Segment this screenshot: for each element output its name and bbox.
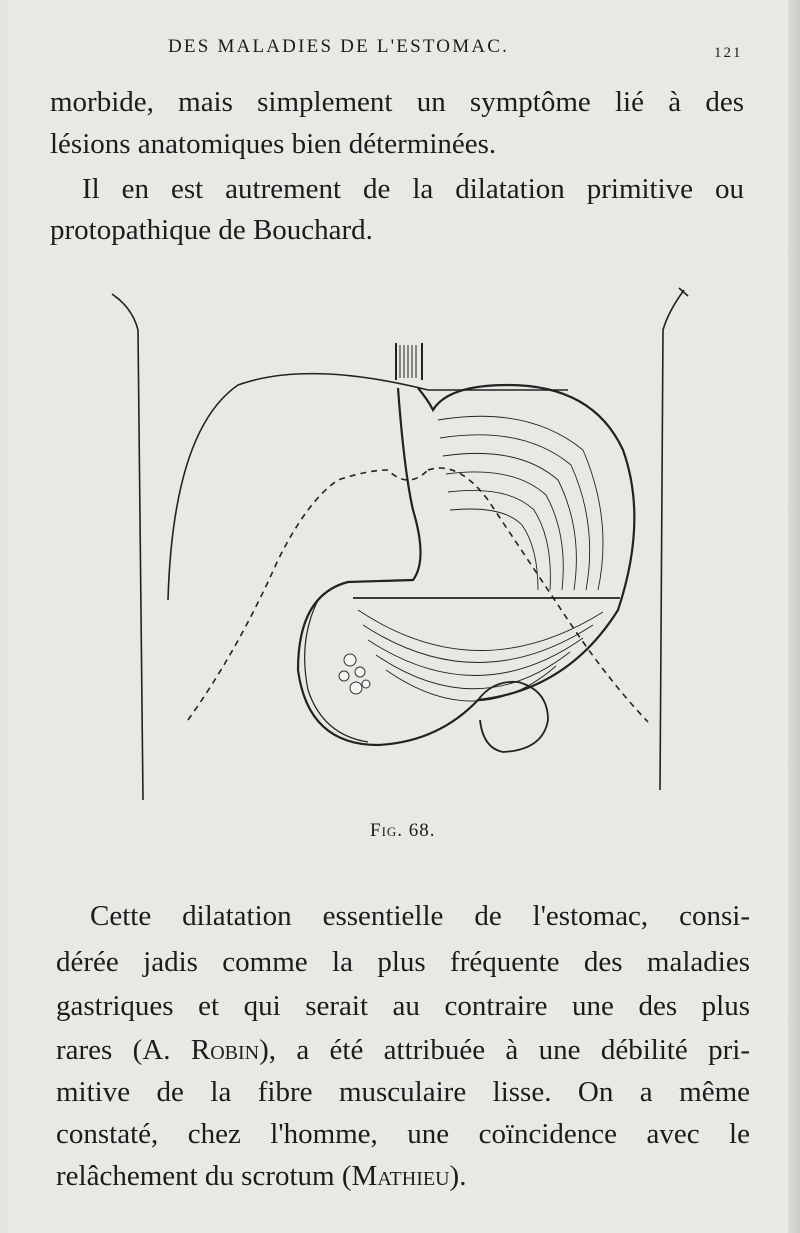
left-flank-outline: [116, 297, 143, 800]
paragraph-3-line-5: mitive de la fibre musculaire lisse. On a même: [56, 1076, 750, 1108]
fluid-contour-lines: [358, 610, 603, 701]
paragraph-3-line-4: rares (A. Robin), a été attribuée à une débilité pri-: [56, 1034, 750, 1066]
paragraph-2-line-1: Il en est autrement de la dilatation primitive ou: [82, 173, 744, 205]
figure-caption: Fig. 68.: [370, 820, 436, 841]
paragraph-1-line-1: morbide, mais simplement un symptôme lié à des: [50, 86, 744, 118]
paragraph-3-line-1: Cette dilatation essentielle de l'estomac, consi-: [90, 900, 750, 932]
stomach-outline: [298, 385, 634, 745]
paragraph-1-line-2: lésions anatomiques bien déterminées.: [50, 128, 497, 160]
pyloric-lesion: [339, 654, 370, 694]
intestine-dashed-left: [188, 470, 428, 720]
book-page: [8, 0, 794, 1233]
author-robin: Robin: [190, 1034, 260, 1066]
paragraph-3-line-2: dérée jadis comme la plus fréquente des maladies: [56, 946, 750, 978]
stomach-illustration: [8, 0, 794, 820]
left-flank-tick: [112, 294, 120, 300]
page-number: 121: [714, 45, 743, 61]
running-head: DES MALADIES DE L'ESTOMAC.: [168, 36, 510, 57]
esophagus-hatch: [400, 345, 416, 378]
right-flank-outline: [660, 290, 684, 790]
diaphragm-arc: [168, 374, 568, 600]
paragraph-2-line-2: protopathique de Bouchard.: [50, 214, 373, 246]
stomach-rugae: [438, 416, 603, 590]
paragraph-3-line-6: constaté, chez l'homme, une coïncidence avec le: [56, 1118, 750, 1150]
paragraph-3-line-7: relâchement du scrotum (Mathieu).: [56, 1160, 467, 1192]
paragraph-3-line-3: gastriques et qui serait au contraire une des plus: [56, 990, 750, 1022]
author-mathieu: Mathieu: [351, 1160, 450, 1192]
